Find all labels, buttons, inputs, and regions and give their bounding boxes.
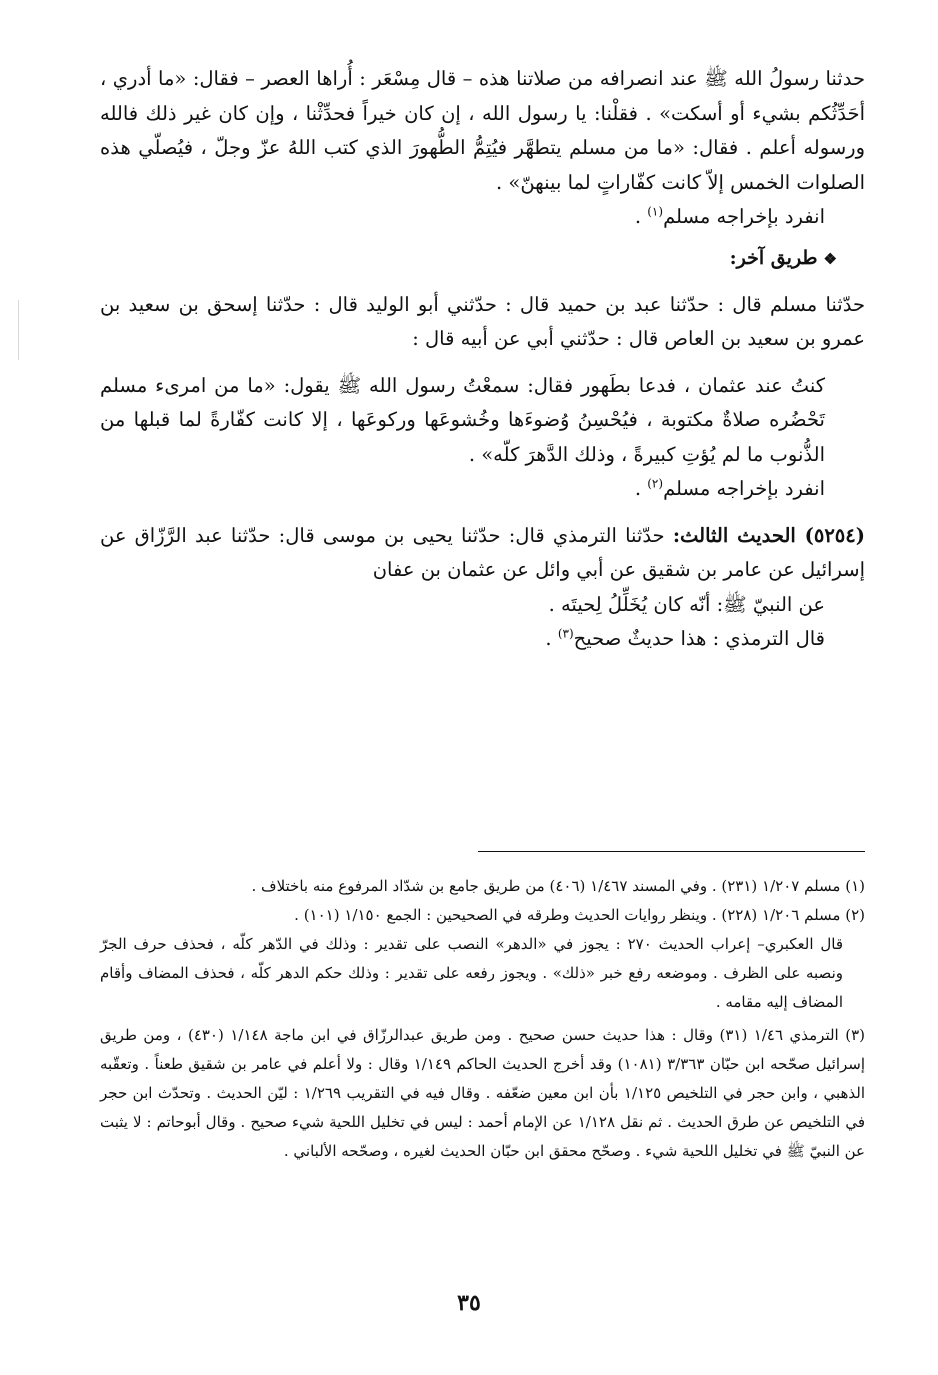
page-number: ٣٥ <box>457 1290 481 1316</box>
paragraph-prophet-beard: عن النبيّ ﷺ: أنّه كان يُخَلِّلُ لِحيتَه . <box>548 592 825 616</box>
footnote-3: (٣) الترمذي ١/٤٦ (٣١) وقال : هذا حديث حسن صحيح . ومن طريق عبدالرزّاق في ابن ماجة ١/١٤٨ (٤٣٠) ، ومن طريق إسرائيل صحّحه ابن حبّان ٣/٣٦٣ (١٠٨١) وقد أخرج الحديث الحاكم ١/١٤٩ وقال : ولا أعلم في عامر بن شقيق طعناً . وتعقّبه الذهبي ، وابن حجر في التلخيص ١/١٢٥ بأن ابن معين ضعّفه . وقال فيه في التقريب ١/٢٦٩ : ليّن الحديث . وتحدّث ابن حجر في التلخيص عن طرق الحديث . ثم نقل ١/١٢٨ عن الإمام أحمد : ليس في تخليل اللحية شيء صحيح . وقال أبوحاتم : لا يثبت عن النبيّ ﷺ في تخليل اللحية شيء . وصحّح محقق ابن حبّان الحديث لغيره ، وصحّحه الألباني . <box>100 1026 866 1160</box>
diamond-icon: ❖ <box>823 249 837 268</box>
paragraph-hadith-text: حدثنا رسولُ الله ﷺ عند انصرافه من صلاتنا هذه – قال مِسْعَر : أُراها العصر – فقال: «ما أدري ، أحَدِّثُكم بشيء أو أسكت» . فقلْنا: يا رسول الله ، إن كان خيراً فحدِّثْنا ، وإن كان غير ذلك فالله ورسوله أعلم . فقال: «ما من مسلم يتطهَّر فيُتِمُّ الطُّهورَ الذي كتب اللهُ عزّ وجلّ ، فيُصلّي هذه الصلوات الخمس إلاّ كانت كفّاراتٍ لما بينهنّ» . <box>100 67 865 194</box>
section-heading-text: طريق آخر: <box>729 246 818 269</box>
main-text <box>100 62 865 657</box>
page-edge-mark <box>18 300 19 360</box>
paragraph-uthman-narration: كنتُ عند عثمان ، فدعا بطَهور فقال: سمعْتُ رسول الله ﷺ يقول: «ما من امرىء مسلم تَحْضُره صلاةٌ مكتوبة ، فيُحْسِنُ وُضوءَها وخُشوعَها وركوعَها ، إلا كانت كفّارةً لما قبلها من الذُّنوب ما لم يُؤتِ كبيرةً ، وذلك الدَّهرَ كلّه» . <box>100 373 825 466</box>
footnote-2: (٢) مسلم ١/٢٠٦ (٢٢٨) . وينظر روايات الحديث وطرقه في الصحيحين : الجمع ١/١٥٠ (١٠١) . <box>294 906 865 924</box>
footnote-ref-3[interactable]: (٣) <box>557 626 574 641</box>
footnote-ref-1[interactable]: (١) <box>647 204 664 219</box>
footnote-ref-2[interactable]: (٢) <box>647 476 664 491</box>
paragraph-third-hadith <box>100 519 865 588</box>
footnotes <box>100 872 865 1166</box>
third-hadith-isnad: حدّثنا الترمذي قال: حدّثنا يحيى بن موسى قال: حدّثنا عبد الرَّزّاق عن إسرائيل عن عامر بن شقيق عن أبي وائل عن عثمان بن عفان <box>100 523 865 581</box>
verdict-text: قال الترمذي : هذا حديثٌ صحيح <box>573 627 825 650</box>
footnote-separator <box>478 851 865 852</box>
attribution-text: انفرد بإخراجه مسلم <box>663 205 825 228</box>
footnote-2-continuation: قال العكبري– إعراب الحديث ٢٧٠ : يجوز في «الدهر» النصب على تقدير : وذلك في الدّهر كلّه ، فحذف حرف الجرّ ونصبه على الظرف . وموضعه رفع خبر «ذلك» . ويجوز رفعه على تقدير : وذلك حكم الدهر كلّه ، فحذف المضاف وأقام المضاف إليه مقامه . <box>100 935 843 1011</box>
paragraph-isnad: حدّثنا مسلم قال : حدّثنا عبد بن حميد قال : حدّثني أبو الوليد قال : حدّثنا إسحق بن سعيد بن عمرو بن سعيد بن العاص قال : حدّثني أبي عن أبيه قال : <box>100 292 865 350</box>
verdict-end: . <box>545 627 558 650</box>
attribution-end: . <box>634 205 648 228</box>
hadith-number-heading: (٥٢٥٤) الحديث الثالث: <box>672 523 865 547</box>
attribution-text: انفرد بإخراجه مسلم <box>663 477 825 500</box>
footnote-1: (١) مسلم ١/٢٠٧ (٢٣١) . وفي المسند ١/٤٦٧ (٤٠٦) من طريق جامع بن شدّاد المرفوع منه باختلاف . <box>251 877 865 895</box>
section-heading <box>100 241 865 276</box>
paragraph-tirmidhi-verdict <box>100 622 865 657</box>
attribution-end: . <box>634 477 648 500</box>
paragraph-attribution-1 <box>100 200 865 235</box>
paragraph-attribution-2 <box>100 472 865 507</box>
